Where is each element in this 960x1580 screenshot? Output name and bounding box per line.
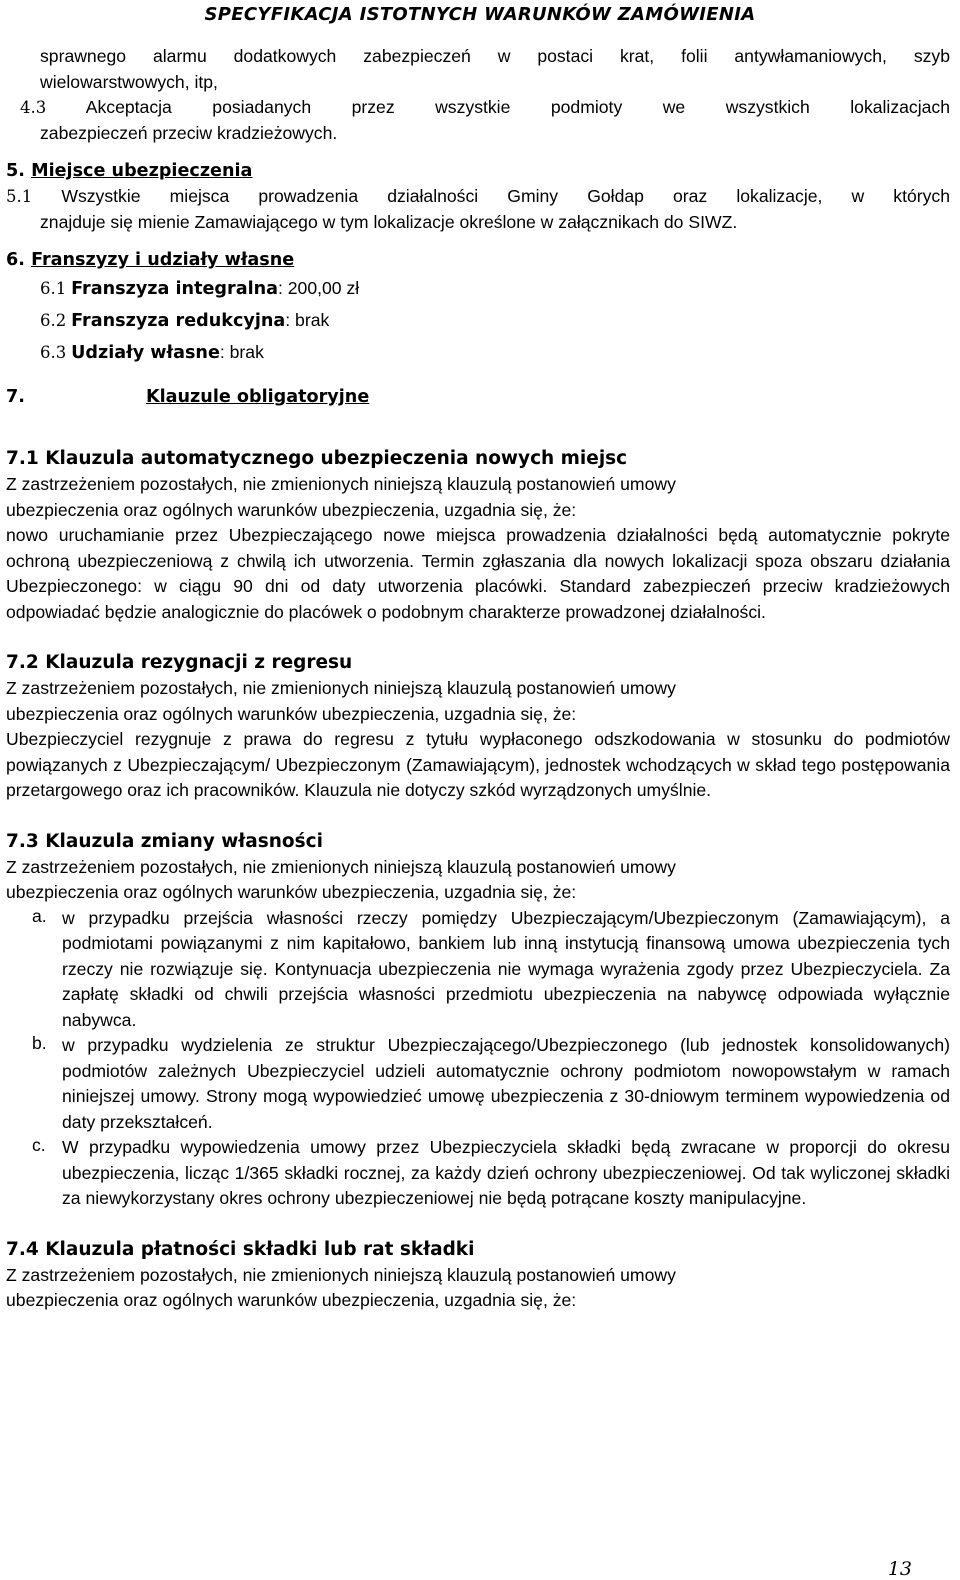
page-number: 13 [887,1558,912,1580]
item-number: 6.3 [40,343,67,362]
list-marker: b. [32,1033,47,1053]
clause-7-2-title: 7.2 Klauzula rezygnacji z regresu [6,652,353,673]
section-5-heading [6,158,950,184]
list-marker: c. [32,1135,46,1155]
item-number: 6.2 [40,311,67,330]
list-item-text: w przypadku wydzielenia ze struktur Ubezpieczającego/Ubezpieczonego (lub jednostek konsolidowanych) podmiotów zależnych Ubezpieczyciel udzieli automatycznie ochrony podmiotom nowopowstałym w ramach niniejszej umowy. Strony mogą wypowiedzieć umowę ubezpieczenia z 30-dniowym terminem wypowiedzenia od daty przekształceń. [62,1035,950,1132]
list-item [6,1135,950,1212]
item-4-3-line-2: zabezpieczeń przeciw kradzieżowych. [40,122,338,143]
deductible-value: : brak [285,310,330,330]
clause-preamble-line: ubezpieczenia oraz ogólnych warunków ubezpieczenia, uzgadnia się, że: [6,882,577,902]
continued-paragraph-line: wielowarstwowych, itp, [40,71,218,92]
clause-preamble-line: ubezpieczenia oraz ogólnych warunków ubezpieczenia, uzgadnia się, że: [6,499,577,520]
clause-7-1-body: nowo uruchamianie przez Ubezpieczającego nowe miejsca prowadzenia działalności będą automatycznie pokryte ochroną ubezpieczeniową z chwilą ich utworzenia. Termin zgłaszania dla nowych lokalizacji spoza obszaru działania Ubezpieczonego: w ciągu 90 dni od daty utworzenia placówki. Standard zabezpieczeń przeciw kradzieżowych odpowiadać będzie analogicznie do placówek o podobnym charakterze prowadzonej działalności. [6,525,950,622]
section-number: 6. [6,250,25,270]
item-text: Wszystkie miejsca prowadzenia działalności Gminy Gołdap oraz lokalizacje, w których [61,186,950,206]
continued-paragraph-line: sprawnego alarmu dodatkowych zabezpieczeń w postaci krat, folii antywłamaniowych, szyb [40,46,950,66]
clause-7-1-title: 7.1 Klauzula automatycznego ubezpieczenia nowych miejsc [6,448,628,469]
list-item-text: W przypadku wypowiedzenia umowy przez Ubezpieczyciela składki będą zwracane w proporcji do okresu ubezpieczenia, licząc 1/365 składki rocznej, za każdy dzień ochrony ubezpieczeniowej. Od tak wyliczonej składki za niewykorzystany okres ochrony ubezpieczeniowej nie będą potrącane koszty manipulacyjne. [62,1137,950,1208]
clause-7-2-body: Ubezpieczyciel rezygnuje z prawa do regresu z tytułu wypłaconego odszkodowania w stosunku do podmiotów powiązanych z Ubezpieczającym/ Ubezpieczonym (Zamawiającym), jednostek wchodzących w skład tego postępowania przetargowego oraz ich pracowników. Klauzula nie dotyczy szkód wyrządzonych umyślnie. [6,729,950,800]
item-number: 6.1 [40,279,67,298]
list-item-text: w przypadku przejścia własności rzeczy pomiędzy Ubezpieczającym/Ubezpieczonym (Zamawiającym), a podmiotami powiązanymi z nim kapitałowo, bankiem lub inną instytucją finansową umowa ubezpieczenia tych rzeczy nie rozwiązuje się. Kontynuacja ubezpieczenia nie wymaga wyrażenia zgody przez Ubezpieczyciela. Za zapłatę składki od chwili przejścia własności przedmiotu ubezpieczenia na nabywcę odpowiada wyłącznie nabywca. [62,907,950,1030]
document-body [6,44,950,1314]
clause-preamble-line: Z zastrzeżeniem pozostałych, nie zmienionych niniejszą klauzulą postanowień umowy [6,856,676,877]
deductible-value: : 200,00 zł [278,278,360,298]
section-title: Klauzule obligatoryjne [146,387,370,407]
clause-7-3-title: 7.3 Klauzula zmiany własności [6,830,323,852]
clause-preamble-line: Z zastrzeżeniem pozostałych, nie zmienionych niniejszą klauzulą postanowień umowy [6,1264,676,1285]
section-number: 5. [6,161,25,181]
deductible-label: Udziały własne [71,343,220,363]
item-text: Akceptacja posiadanych przez wszystkie podmioty we wszystkich lokalizacjach [85,97,950,117]
list-item [6,1033,950,1135]
clause-preamble-line: Z zastrzeżeniem pozostałych, nie zmienionych niniejszą klauzulą postanowień umowy [6,678,676,698]
deductibles-list [6,273,950,369]
deductible-label: Franszyza redukcyjna [71,311,286,331]
clause-7-3-list [6,906,950,1212]
deductible-label: Franszyza integralna [71,279,278,299]
item-number: 5.1 [6,187,33,206]
section-6-heading [6,247,950,273]
item-5-1-line-2: znajduje się mienie Zamawiającego w tym lokalizacje określone w załącznikach do SIWZ. [40,211,738,232]
deductible-item [40,337,950,369]
section-7-heading [6,383,950,411]
section-title: Franszyzy i udziały własne [31,250,295,270]
section-number: 7. [6,387,25,407]
clause-7-4-title: 7.4 Klauzula płatności składki lub rat składki [6,1238,475,1260]
clause-preamble-line: ubezpieczenia oraz ogólnych warunków ubezpieczenia, uzgadnia się, że: [6,1290,577,1310]
clause-preamble-line: Z zastrzeżeniem pozostałych, nie zmienionych niniejszą klauzulą postanowień umowy [6,474,676,494]
section-title: Miejsce ubezpieczenia [31,161,253,181]
list-item [6,906,950,1034]
deductible-value: : brak [219,342,264,362]
item-4-3-line [6,95,950,121]
deductible-item [40,273,950,305]
item-number: 4.3 [20,98,47,117]
clause-preamble-line: ubezpieczenia oraz ogólnych warunków ubezpieczenia, uzgadnia się, że: [6,703,577,724]
item-5-1-line [6,184,950,210]
deductible-item [40,305,950,337]
list-marker: a. [32,905,47,926]
document-header-title: SPECYFIKACJA ISTOTNYCH WARUNKÓW ZAMÓWIENIA [204,4,756,25]
